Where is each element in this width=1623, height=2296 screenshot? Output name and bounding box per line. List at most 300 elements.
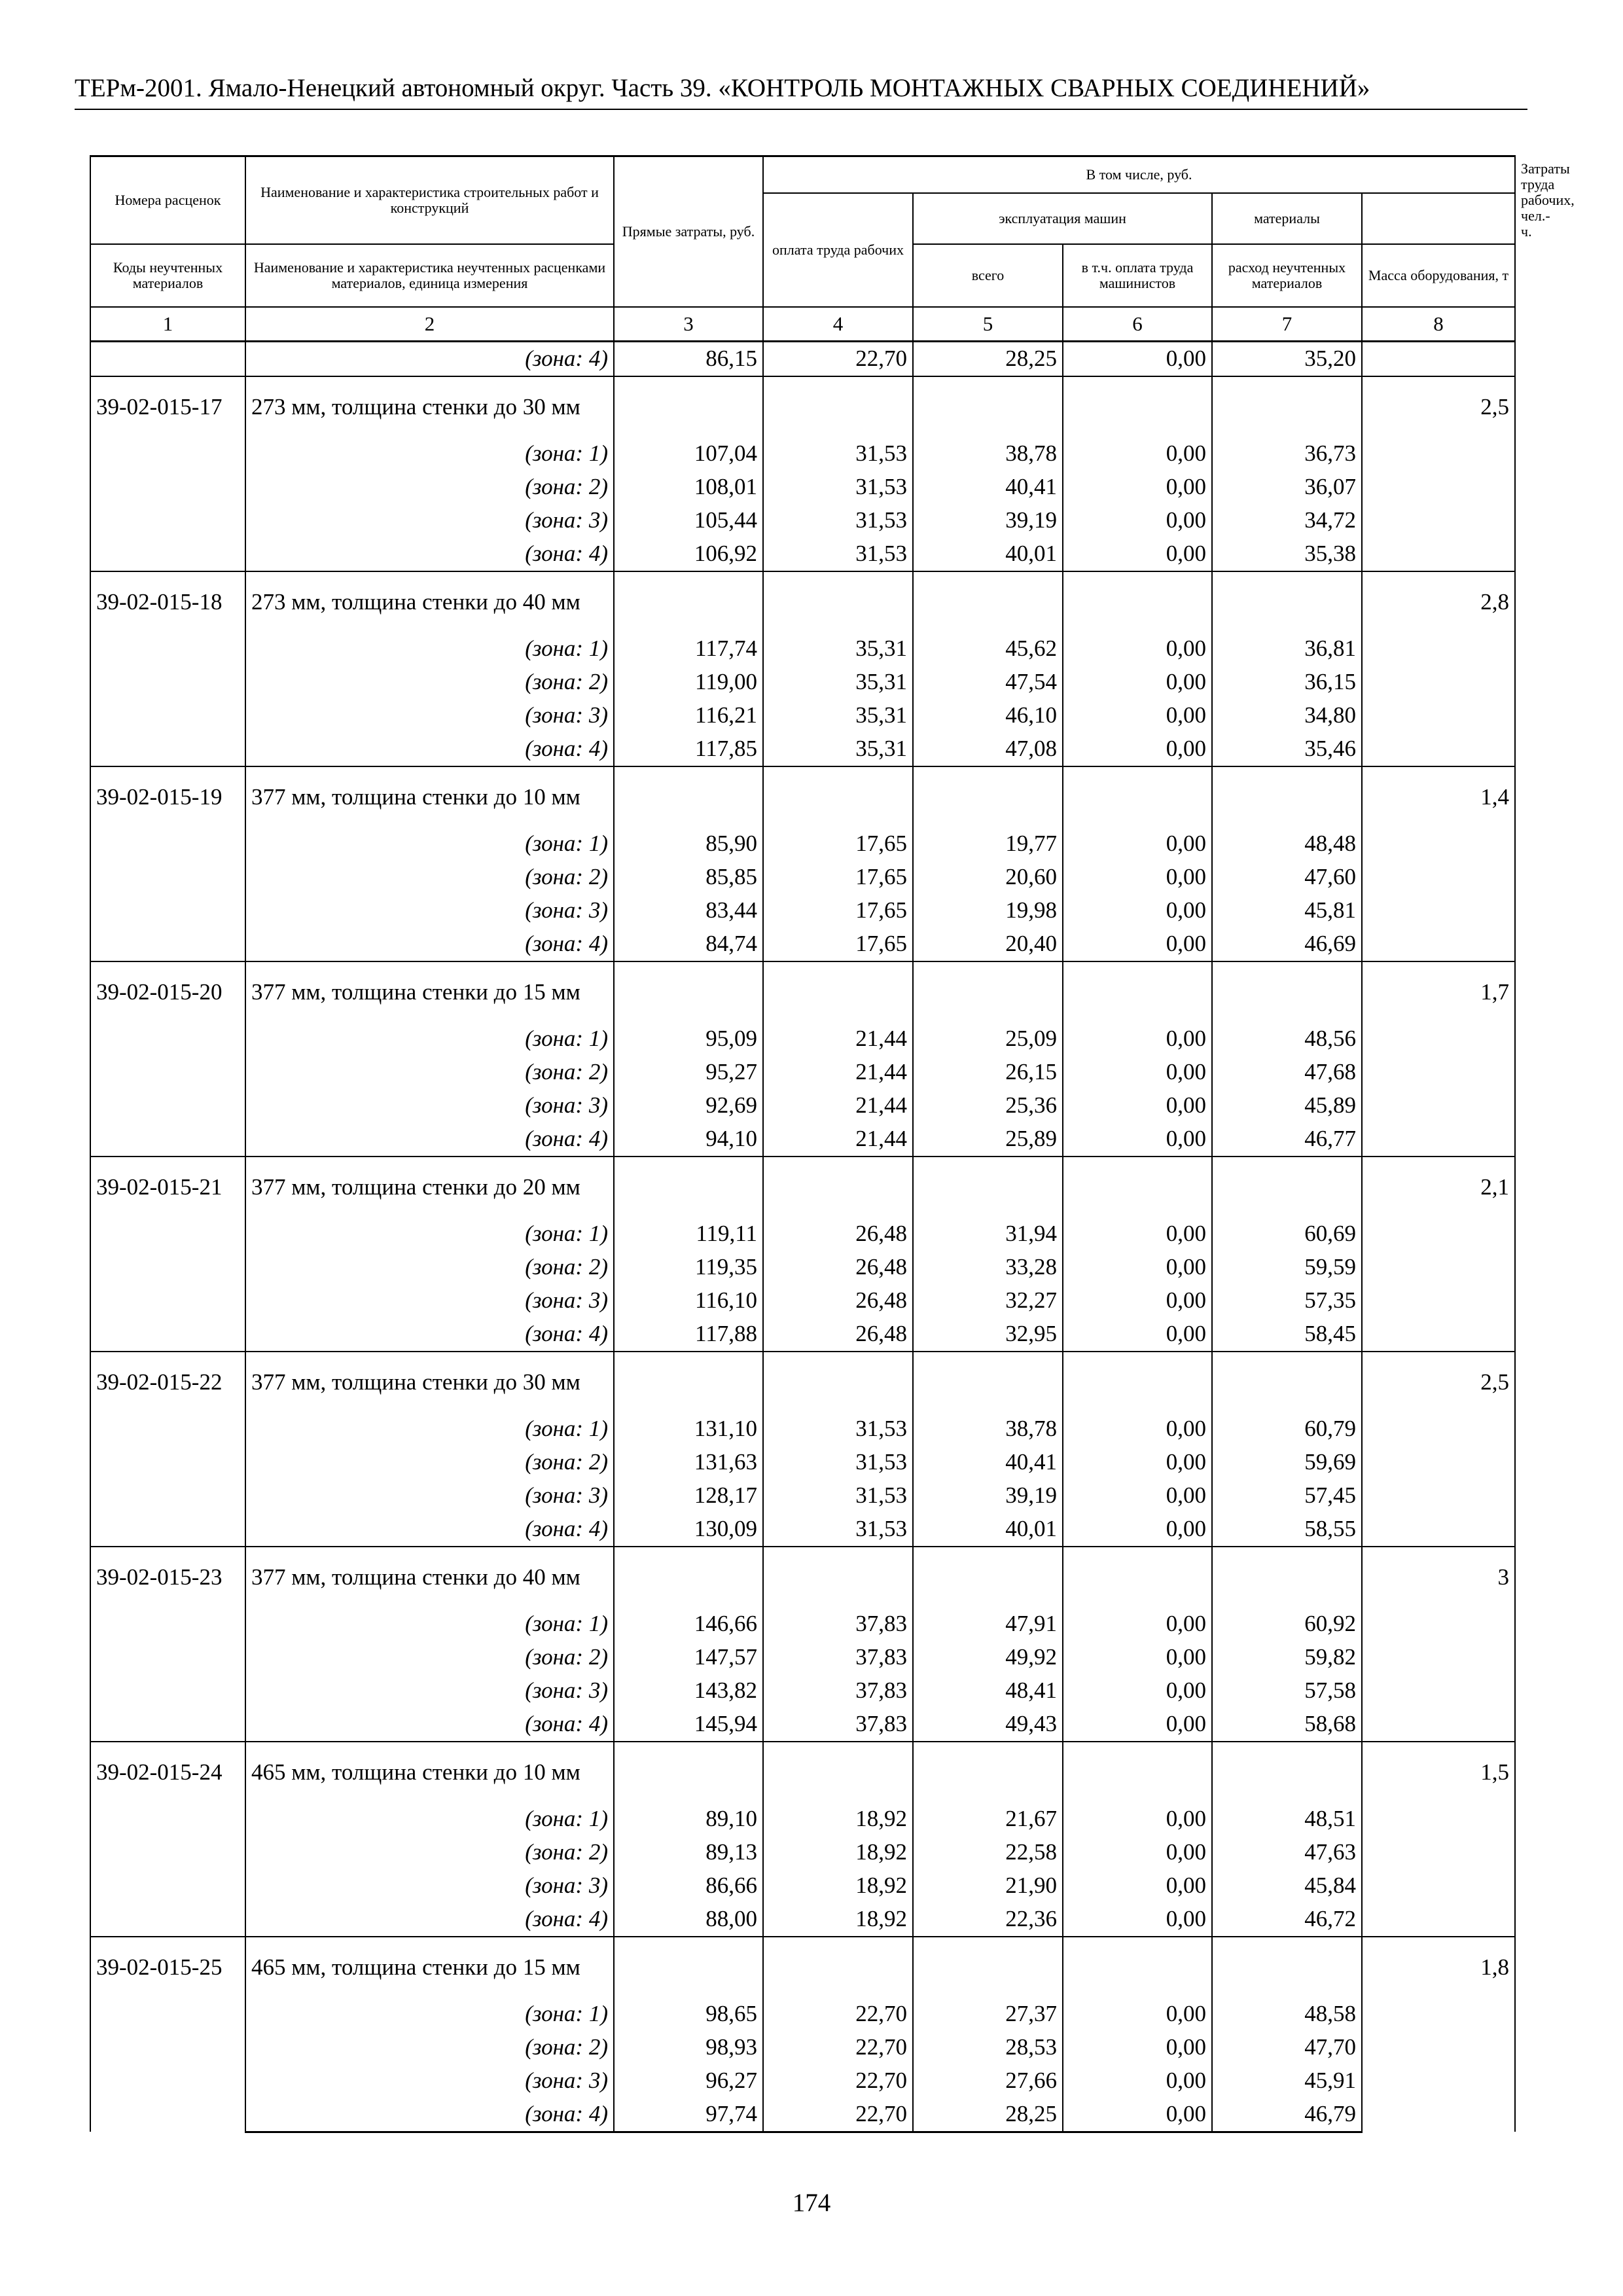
empty-cell [763, 1547, 913, 1607]
empty-cell [614, 961, 763, 1022]
worker-pay-cell: 35,31 [763, 699, 913, 732]
zone-row [90, 1479, 1515, 1513]
direct-costs-cell: 128,17 [614, 1479, 763, 1513]
materials-cell: 45,84 [1212, 1869, 1362, 1903]
machines-total-cell: 19,77 [913, 827, 1063, 861]
worker-pay-cell: 22,70 [763, 341, 913, 376]
direct-costs-cell: 84,74 [614, 927, 763, 961]
materials-cell: 59,69 [1212, 1446, 1362, 1479]
operator-pay-cell: 0,00 [1063, 894, 1212, 927]
direct-costs-cell: 97,74 [614, 2098, 763, 2132]
worker-pay-header: оплата труда рабочих [763, 193, 913, 307]
materials-cell: 48,58 [1212, 1998, 1362, 2031]
zone-cell: (зона: 2) [245, 2031, 614, 2064]
machines-total-cell: 40,01 [913, 537, 1063, 571]
direct-costs-cell: 119,00 [614, 666, 763, 699]
machines-total-cell: 26,15 [913, 1056, 1063, 1089]
machines-total-cell: 40,41 [913, 471, 1063, 504]
zone-cell: (зона: 3) [245, 699, 614, 732]
rate-code: 39-02-015-22 [90, 1352, 245, 1547]
operator-pay-cell: 0,00 [1063, 504, 1212, 537]
rate-code: 39-02-015-24 [90, 1742, 245, 1937]
materials-cell: 45,81 [1212, 894, 1362, 927]
zone-cell: (зона: 1) [245, 1607, 614, 1641]
materials-cell: 46,69 [1212, 927, 1362, 961]
worker-pay-cell: 35,31 [763, 732, 913, 766]
materials-header: материалы [1212, 193, 1362, 244]
zone-row [90, 1284, 1515, 1318]
machines-total-cell: 22,58 [913, 1836, 1063, 1869]
worker-pay-cell: 35,31 [763, 632, 913, 666]
operator-pay-header: в т.ч. оплата труда машинистов [1063, 244, 1212, 307]
operator-pay-cell: 0,00 [1063, 1607, 1212, 1641]
operator-pay-cell: 0,00 [1063, 1412, 1212, 1446]
work-description: 377 мм, толщина стенки до 15 мм [245, 961, 614, 1022]
empty-cell [614, 1547, 763, 1607]
machines-total-header: всего [913, 244, 1063, 307]
direct-costs-cell: 119,35 [614, 1251, 763, 1284]
direct-costs-cell: 130,09 [614, 1513, 763, 1547]
direct-costs-cell: 94,10 [614, 1122, 763, 1157]
worker-pay-cell: 37,83 [763, 1708, 913, 1742]
empty-cell [913, 1742, 1063, 1803]
zone-cell: (зона: 2) [245, 1836, 614, 1869]
machines-total-cell: 48,41 [913, 1674, 1063, 1708]
page-number: 174 [792, 2189, 831, 2217]
worker-pay-cell: 26,48 [763, 1318, 913, 1352]
zone-row [90, 1708, 1515, 1742]
rate-code: 39-02-015-25 [90, 1937, 245, 2132]
materials-cell: 48,51 [1212, 1803, 1362, 1836]
machines-total-cell: 28,53 [913, 2031, 1063, 2064]
machines-total-cell: 21,67 [913, 1803, 1063, 1836]
materials-cell: 36,15 [1212, 666, 1362, 699]
empty-cell [1063, 766, 1212, 827]
machines-total-cell: 32,95 [913, 1318, 1063, 1352]
direct-costs-header: Прямые затраты, руб. [614, 156, 763, 307]
direct-costs-cell: 88,00 [614, 1903, 763, 1937]
zone-cell: (зона: 1) [245, 437, 614, 471]
worker-pay-cell: 31,53 [763, 1513, 913, 1547]
empty-cell [763, 571, 913, 632]
operator-pay-cell: 0,00 [1063, 1903, 1212, 1937]
materials-cell: 59,82 [1212, 1641, 1362, 1674]
empty-cell [614, 1157, 763, 1217]
empty-cell [614, 571, 763, 632]
materials-cell: 46,77 [1212, 1122, 1362, 1157]
zone-row [90, 1089, 1515, 1122]
col1-top-header: Номера расценок [90, 156, 245, 244]
work-description: 465 мм, толщина стенки до 10 мм [245, 1742, 614, 1803]
zone-cell: (зона: 3) [245, 1089, 614, 1122]
zone-row [90, 1674, 1515, 1708]
work-description: 465 мм, толщина стенки до 15 мм [245, 1937, 614, 1998]
work-description: 377 мм, толщина стенки до 20 мм [245, 1157, 614, 1217]
zone-row [90, 632, 1515, 666]
zone-cell: (зона: 3) [245, 2064, 614, 2098]
operator-pay-cell: 0,00 [1063, 927, 1212, 961]
empty-cell [614, 1937, 763, 1998]
zone-cell: (зона: 2) [245, 861, 614, 894]
zone-cell: (зона: 1) [245, 827, 614, 861]
empty-cell [1063, 1157, 1212, 1217]
zone-row [90, 1869, 1515, 1903]
empty-cell [913, 1157, 1063, 1217]
empty-cell [1212, 1742, 1362, 1803]
empty-cell [1063, 376, 1212, 437]
rates-table [90, 155, 1575, 2133]
rate-code: 39-02-015-23 [90, 1547, 245, 1742]
worker-pay-cell: 31,53 [763, 437, 913, 471]
zone-cell: (зона: 4) [245, 2098, 614, 2132]
machines-total-cell: 27,66 [913, 2064, 1063, 2098]
column-number: 8 [1362, 307, 1515, 342]
worker-pay-cell: 22,70 [763, 2031, 913, 2064]
zone-row [90, 1836, 1515, 1869]
materials-cell: 58,55 [1212, 1513, 1362, 1547]
direct-costs-cell: 96,27 [614, 2064, 763, 2098]
rate-code: 39-02-015-20 [90, 961, 245, 1157]
operator-pay-cell: 0,00 [1063, 1217, 1212, 1251]
empty-cell [1212, 766, 1362, 827]
direct-costs-cell: 117,85 [614, 732, 763, 766]
materials-cell: 58,68 [1212, 1708, 1362, 1742]
zone-row [90, 437, 1515, 471]
direct-costs-cell: 106,92 [614, 537, 763, 571]
materials-cell: 36,81 [1212, 632, 1362, 666]
rate-row [90, 376, 1515, 437]
worker-pay-cell: 26,48 [763, 1284, 913, 1318]
direct-costs-cell: 146,66 [614, 1607, 763, 1641]
machines-total-cell: 21,90 [913, 1869, 1063, 1903]
zone-cell: (зона: 3) [245, 1479, 614, 1513]
machines-total-cell: 45,62 [913, 632, 1063, 666]
code-cell [90, 341, 245, 376]
operator-pay-cell: 0,00 [1063, 1251, 1212, 1284]
work-description: 273 мм, толщина стенки до 40 мм [245, 571, 614, 632]
zone-cell: (зона: 2) [245, 1641, 614, 1674]
machines-total-cell: 40,01 [913, 1513, 1063, 1547]
zone-cell: (зона: 3) [245, 1674, 614, 1708]
machines-total-cell: 39,19 [913, 1479, 1063, 1513]
worker-pay-cell: 31,53 [763, 471, 913, 504]
work-description: 377 мм, толщина стенки до 10 мм [245, 766, 614, 827]
empty-cell [913, 571, 1063, 632]
work-description: 377 мм, толщина стенки до 40 мм [245, 1547, 614, 1607]
empty-cell [763, 766, 913, 827]
materials-cell: 47,70 [1212, 2031, 1362, 2064]
empty-cell [913, 766, 1063, 827]
machines-total-cell: 20,60 [913, 861, 1063, 894]
machines-total-cell: 46,10 [913, 699, 1063, 732]
machines-total-cell: 28,25 [913, 2098, 1063, 2132]
table-header: Номера расценок Наименование и характеристика строительных работ и конструкций Прямые затраты, руб. В том числе, руб. Затраты труда рабочих, чел.-ч. оплата труда рабочих эксплуатация машин материалы Коды неучтенных материалов Наименование и характеристика неучтенных расценками материалов, единица измерения всего в т.ч. оплата труда машинистов расход неучтенных материалов Масса оборудования, т 1 2 3 4 5 6 7 8 [90, 156, 1515, 342]
zone-cell: (зона: 4) [245, 1513, 614, 1547]
worker-pay-cell: 17,65 [763, 894, 913, 927]
worker-pay-cell: 22,70 [763, 2064, 913, 2098]
materials-cell: 47,60 [1212, 861, 1362, 894]
direct-costs-cell: 145,94 [614, 1708, 763, 1742]
operator-pay-cell: 0,00 [1063, 1998, 1212, 2031]
machines-total-cell: 47,91 [913, 1607, 1063, 1641]
empty-cell [1063, 1937, 1212, 1998]
direct-costs-cell: 107,04 [614, 437, 763, 471]
machines-total-cell: 22,36 [913, 1903, 1063, 1937]
column-number: 5 [913, 307, 1063, 342]
machines-total-cell: 25,89 [913, 1122, 1063, 1157]
worker-pay-cell: 31,53 [763, 537, 913, 571]
column-number: 2 [245, 307, 614, 342]
empty-cell [1212, 1937, 1362, 1998]
table-body [90, 341, 1515, 2132]
zone-row [90, 1122, 1515, 1157]
machines-total-cell: 49,92 [913, 1641, 1063, 1674]
operator-pay-cell: 0,00 [1063, 471, 1212, 504]
rate-code: 39-02-015-19 [90, 766, 245, 961]
machines-header: эксплуатация машин [913, 193, 1212, 244]
worker-pay-cell: 37,83 [763, 1674, 913, 1708]
worker-pay-cell: 31,53 [763, 1412, 913, 1446]
machines-total-cell: 39,19 [913, 504, 1063, 537]
labor-cost-cell: 2,8 [1362, 571, 1515, 766]
col1-bottom-header: Коды неучтенных материалов [90, 244, 245, 307]
materials-cell: 47,63 [1212, 1836, 1362, 1869]
direct-costs-cell: 86,66 [614, 1869, 763, 1903]
zone-cell: (зона: 3) [245, 1284, 614, 1318]
empty-cell [913, 376, 1063, 437]
direct-costs-cell: 89,10 [614, 1803, 763, 1836]
operator-pay-cell: 0,00 [1063, 666, 1212, 699]
worker-pay-cell: 35,31 [763, 666, 913, 699]
empty-cell [913, 1937, 1063, 1998]
table-row [90, 341, 1515, 376]
zone-row [90, 1446, 1515, 1479]
empty-cell [1063, 1352, 1212, 1412]
empty-cell [1212, 1352, 1362, 1412]
machines-total-cell: 47,08 [913, 732, 1063, 766]
empty-cell [763, 1937, 913, 1998]
machines-total-cell: 25,09 [913, 1022, 1063, 1056]
direct-costs-cell: 117,74 [614, 632, 763, 666]
zone-cell: (зона: 4) [245, 1122, 614, 1157]
zone-row [90, 1251, 1515, 1284]
machines-total-cell: 38,78 [913, 1412, 1063, 1446]
materials-cell: 36,73 [1212, 437, 1362, 471]
zone-row [90, 1056, 1515, 1089]
direct-costs-cell: 85,85 [614, 861, 763, 894]
labor-cost-cell: 1,4 [1362, 766, 1515, 961]
operator-pay-cell: 0,00 [1063, 732, 1212, 766]
materials-cell: 57,35 [1212, 1284, 1362, 1318]
operator-pay-cell: 0,00 [1063, 1836, 1212, 1869]
operator-pay-cell: 0,00 [1063, 1641, 1212, 1674]
direct-costs-cell: 108,01 [614, 471, 763, 504]
zone-row [90, 471, 1515, 504]
operator-pay-cell: 0,00 [1063, 1318, 1212, 1352]
rate-row [90, 1352, 1515, 1412]
direct-costs-cell: 98,93 [614, 2031, 763, 2064]
zone-cell: (зона: 1) [245, 1412, 614, 1446]
zone-row [90, 1513, 1515, 1547]
machines-total-cell: 28,25 [913, 341, 1063, 376]
zone-cell: (зона: 1) [245, 632, 614, 666]
labor-cost-cell: 2,1 [1362, 1157, 1515, 1352]
materials-cell: 47,68 [1212, 1056, 1362, 1089]
rate-row [90, 1157, 1515, 1217]
zone-cell: (зона: 1) [245, 1217, 614, 1251]
column-number: 3 [614, 307, 763, 342]
labor-cost-cell: 3 [1362, 1547, 1515, 1742]
machines-total-cell: 20,40 [913, 927, 1063, 961]
empty-cell [1063, 1742, 1212, 1803]
labor-cost-cell: 1,7 [1362, 961, 1515, 1157]
mass-cell [1362, 341, 1515, 376]
zone-row [90, 2064, 1515, 2098]
empty-cell [913, 1547, 1063, 1607]
zone-row [90, 2031, 1515, 2064]
operator-pay-cell: 0,00 [1063, 699, 1212, 732]
zone-row [90, 504, 1515, 537]
zone-cell: (зона: 4) [245, 341, 614, 376]
direct-costs-cell: 131,63 [614, 1446, 763, 1479]
empty-cell [1063, 961, 1212, 1022]
materials-cell: 57,58 [1212, 1674, 1362, 1708]
rate-row [90, 1547, 1515, 1607]
operator-pay-cell: 0,00 [1063, 1674, 1212, 1708]
materials-cell: 46,79 [1212, 2098, 1362, 2132]
col8-bottom-header: Масса оборудования, т [1362, 244, 1515, 307]
worker-pay-cell: 22,70 [763, 2098, 913, 2132]
empty-cell [1212, 571, 1362, 632]
labor-cost-cell: 1,8 [1362, 1937, 1515, 2132]
rate-row [90, 571, 1515, 632]
zone-cell: (зона: 3) [245, 894, 614, 927]
col2-bottom-header: Наименование и характеристика неучтенных расценками материалов, единица измерения [245, 244, 614, 307]
direct-costs-cell: 86,15 [614, 341, 763, 376]
operator-pay-cell: 0,00 [1063, 2098, 1212, 2132]
rate-row [90, 1742, 1515, 1803]
materials-cell: 58,45 [1212, 1318, 1362, 1352]
operator-pay-cell: 0,00 [1063, 827, 1212, 861]
column-number: 4 [763, 307, 913, 342]
operator-pay-cell: 0,00 [1063, 437, 1212, 471]
zone-cell: (зона: 4) [245, 537, 614, 571]
zone-cell: (зона: 1) [245, 1803, 614, 1836]
worker-pay-cell: 31,53 [763, 1446, 913, 1479]
zone-cell: (зона: 1) [245, 1022, 614, 1056]
rate-code: 39-02-015-17 [90, 376, 245, 571]
empty-cell [614, 1742, 763, 1803]
zone-row [90, 927, 1515, 961]
included-group-header: В том числе, руб. [763, 156, 1515, 193]
labor-cost-cell: 1,5 [1362, 1742, 1515, 1937]
worker-pay-cell: 18,92 [763, 1903, 913, 1937]
operator-pay-cell: 0,00 [1063, 1022, 1212, 1056]
direct-costs-cell: 92,69 [614, 1089, 763, 1122]
column-number: 1 [90, 307, 245, 342]
zone-row [90, 666, 1515, 699]
direct-costs-cell: 83,44 [614, 894, 763, 927]
machines-total-cell: 49,43 [913, 1708, 1063, 1742]
zone-cell: (зона: 1) [245, 1998, 614, 2031]
rate-row [90, 961, 1515, 1022]
zone-row [90, 1998, 1515, 2031]
zone-cell: (зона: 4) [245, 927, 614, 961]
zone-cell: (зона: 4) [245, 1318, 614, 1352]
empty-cell [614, 766, 763, 827]
zone-row [90, 2098, 1515, 2132]
empty-cell [1212, 961, 1362, 1022]
machines-total-cell: 19,98 [913, 894, 1063, 927]
empty-cell [1063, 571, 1212, 632]
zone-cell: (зона: 2) [245, 1446, 614, 1479]
empty-cell [763, 1742, 913, 1803]
worker-pay-cell: 21,44 [763, 1122, 913, 1157]
zone-row [90, 1318, 1515, 1352]
page-header: ТЕРм-2001. Ямало-Ненецкий автономный округ. Часть 39. «КОНТРОЛЬ МОНТАЖНЫХ СВАРНЫХ СОЕДИНЕНИЙ» [75, 73, 1527, 110]
zone-row [90, 1022, 1515, 1056]
worker-pay-cell: 22,70 [763, 1998, 913, 2031]
operator-pay-cell: 0,00 [1063, 1479, 1212, 1513]
direct-costs-cell: 147,57 [614, 1641, 763, 1674]
worker-pay-cell: 17,65 [763, 827, 913, 861]
labor-cost-cell: 2,5 [1362, 1352, 1515, 1547]
operator-pay-cell: 0,00 [1063, 1284, 1212, 1318]
operator-pay-cell: 0,00 [1063, 537, 1212, 571]
direct-costs-cell: 105,44 [614, 504, 763, 537]
operator-pay-cell: 0,00 [1063, 1869, 1212, 1903]
zone-row [90, 1217, 1515, 1251]
rate-row [90, 1937, 1515, 1998]
materials-cell: 45,91 [1212, 2064, 1362, 2098]
worker-pay-cell: 17,65 [763, 927, 913, 961]
operator-pay-cell: 0,00 [1063, 2031, 1212, 2064]
machines-total-cell: 31,94 [913, 1217, 1063, 1251]
column-number: 7 [1212, 307, 1362, 342]
zone-row [90, 699, 1515, 732]
empty-cell [763, 1352, 913, 1412]
zone-row [90, 1903, 1515, 1937]
worker-pay-cell: 21,44 [763, 1056, 913, 1089]
direct-costs-cell: 117,88 [614, 1318, 763, 1352]
materials-cell: 59,59 [1212, 1251, 1362, 1284]
materials-cell: 35,38 [1212, 537, 1362, 571]
worker-pay-cell: 18,92 [763, 1869, 913, 1903]
zone-row [90, 861, 1515, 894]
worker-pay-cell: 18,92 [763, 1803, 913, 1836]
rate-row [90, 766, 1515, 827]
zone-cell: (зона: 3) [245, 504, 614, 537]
materials-cell: 48,48 [1212, 827, 1362, 861]
materials-cell: 35,46 [1212, 732, 1362, 766]
machines-total-cell: 27,37 [913, 1998, 1063, 2031]
zone-row [90, 894, 1515, 927]
materials-cell: 60,69 [1212, 1217, 1362, 1251]
worker-pay-cell: 18,92 [763, 1836, 913, 1869]
direct-costs-cell: 95,09 [614, 1022, 763, 1056]
unaccounted-materials-header: расход неучтенных материалов [1212, 244, 1362, 307]
worker-pay-cell: 21,44 [763, 1089, 913, 1122]
worker-pay-cell: 31,53 [763, 504, 913, 537]
direct-costs-cell: 143,82 [614, 1674, 763, 1708]
empty-cell [913, 961, 1063, 1022]
rate-code: 39-02-015-18 [90, 571, 245, 766]
empty-cell [763, 376, 913, 437]
zone-cell: (зона: 2) [245, 471, 614, 504]
worker-pay-cell: 37,83 [763, 1607, 913, 1641]
direct-costs-cell: 116,10 [614, 1284, 763, 1318]
empty-cell [763, 1157, 913, 1217]
